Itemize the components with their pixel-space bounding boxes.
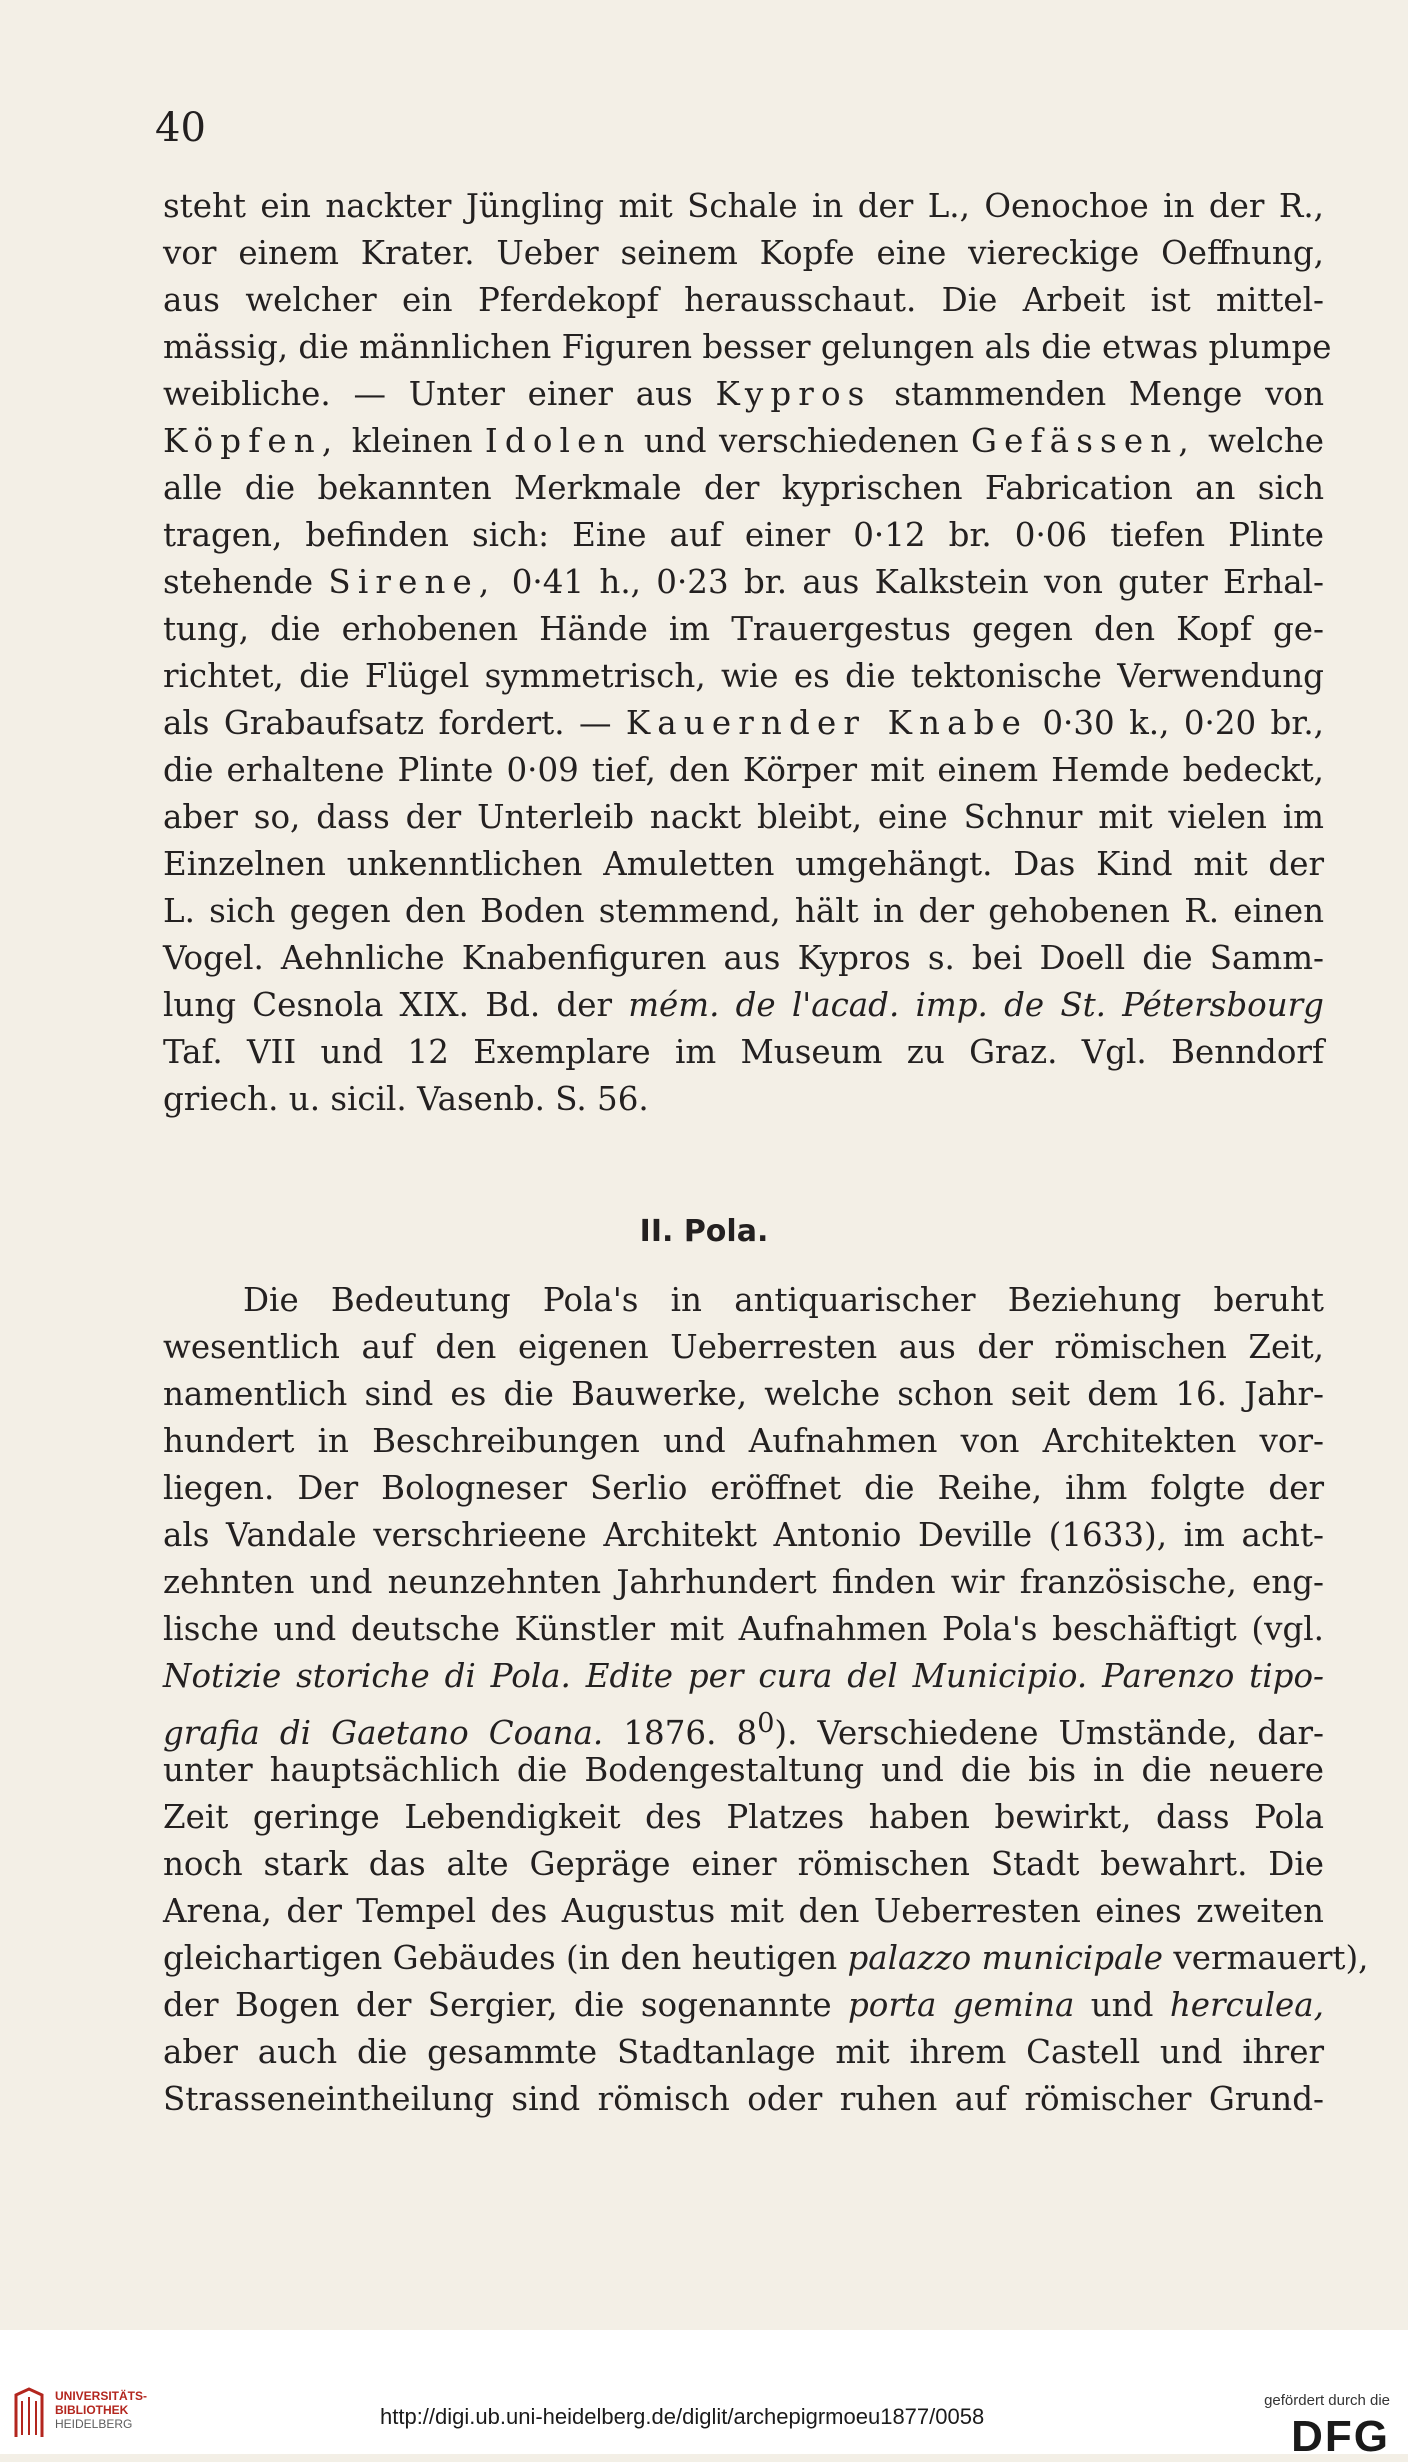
text-line: stehende Sirene, 0·41 h., 0·23 br. aus Kalkstein von guter Erhal- <box>163 563 1325 601</box>
text-line: Notizie storiche di Pola. Edite per cura del Municipio. Parenzo tipo- <box>163 1657 1324 1695</box>
text-line: der Bogen der Sergier, die sogenannte porta gemina und herculea, <box>163 1986 1324 2024</box>
footer-bar <box>0 2330 1408 2461</box>
library-name <box>55 2389 147 2431</box>
library-name-line: BIBLIOTHEK <box>55 2403 129 2417</box>
text-line: zehnten und neunzehnten Jahrhundert finden wir französische, eng- <box>163 1563 1324 1601</box>
text-line: Vogel. Aehnliche Knabenfiguren aus Kypros s. bei Doell die Samm- <box>163 939 1324 977</box>
text-line: weibliche. — Unter einer aus Kypros stammenden Menge von <box>163 375 1325 413</box>
paragraph-pola <box>163 1277 1369 2123</box>
paragraph-continuation <box>163 183 1332 1123</box>
text-line: aus welcher ein Pferdekopf herausschaut. Die Arbeit ist mittel- <box>163 281 1324 319</box>
text-line: noch stark das alte Gepräge einer römischen Stadt bewahrt. Die <box>163 1845 1324 1883</box>
library-logo-icon <box>12 2387 46 2441</box>
text-line: hundert in Beschreibungen und Aufnahmen von Architekten vor- <box>163 1422 1324 1460</box>
text-line: Die Bedeutung Pola's in antiquarischer Beziehung beruht <box>243 1281 1324 1319</box>
page-number: 40 <box>155 105 206 151</box>
text-line: L. sich gegen den Boden stemmend, hält in der gehobenen R. einen <box>163 892 1324 930</box>
text-line: mässig, die männlichen Figuren besser gelungen als die etwas plumpe <box>163 328 1332 366</box>
text-line: Einzelnen unkenntlichen Amuletten umgehängt. Das Kind mit der <box>163 845 1324 883</box>
text-line: tung, die erhobenen Hände im Trauergestus gegen den Kopf ge- <box>163 610 1324 648</box>
text-line: gleichartigen Gebäudes (in den heutigen palazzo municipale vermauert), <box>163 1939 1369 1977</box>
text-line: richtet, die Flügel symmetrisch, wie es die tektonische Verwendung <box>163 657 1324 695</box>
text-line: Arena, der Tempel des Augustus mit den Ueberresten eines zweiten <box>163 1892 1324 1930</box>
text-line: lische und deutsche Künstler mit Aufnahmen Pola's beschäftigt (vgl. <box>163 1610 1324 1648</box>
text-line: Köpfen, kleinen Idolen und verschiedenen Gefässen, welche <box>163 422 1324 460</box>
permalink[interactable]: http://digi.ub.uni-heidelberg.de/diglit/archepigrmoeu1877/0058 <box>380 2404 985 2429</box>
section-heading: II. Pola. <box>639 1214 769 1249</box>
funding-note: gefördert durch die <box>1264 2392 1390 2409</box>
text-line: wesentlich auf den eigenen Ueberresten aus der römischen Zeit, <box>163 1328 1324 1366</box>
dfg-logo: DFG <box>1291 2412 1390 2461</box>
text-line: Zeit geringe Lebendigkeit des Platzes haben bewirkt, dass Pola <box>163 1798 1324 1836</box>
text-line: Taf. VII und 12 Exemplare im Museum zu Graz. Vgl. Benndorf <box>163 1033 1324 1071</box>
text-line: griech. u. sicil. Vasenb. S. 56. <box>163 1080 649 1118</box>
library-name-line: UNIVERSITÄTS- <box>55 2389 148 2403</box>
text-line: grafia di Gaetano Coana. 1876. $8^0$). Verschiedene Umstände, dar- <box>163 1708 1324 1752</box>
text-line: als Grabaufsatz fordert. — Kauernder Knabe 0·30 k., 0·20 br., <box>163 704 1324 742</box>
text-line: steht ein nackter Jüngling mit Schale in der L., Oenochoe in der R., <box>163 187 1324 225</box>
text-line: aber so, dass der Unterleib nackt bleibt, eine Schnur mit vielen im <box>163 798 1324 836</box>
text-line: als Vandale verschrieene Architekt Antonio Deville (1633), im acht- <box>163 1516 1324 1554</box>
text-line: die erhaltene Plinte 0·09 tief, den Körper mit einem Hemde bedeckt, <box>163 751 1324 789</box>
text-line: namentlich sind es die Bauwerke, welche schon seit dem 16. Jahr- <box>163 1375 1324 1413</box>
text-line: tragen, befinden sich: Eine auf einer 0·12 br. 0·06 tiefen Plinte <box>163 516 1324 554</box>
text-line: aber auch die gesammte Stadtanlage mit ihrem Castell und ihrer <box>163 2033 1324 2071</box>
text-line: liegen. Der Bologneser Serlio eröffnet die Reihe, ihm folgte der <box>163 1469 1324 1507</box>
text-line: unter hauptsächlich die Bodengestaltung und die bis in die neuere <box>163 1751 1324 1789</box>
text-line: alle die bekannten Merkmale der kyprischen Fabrication an sich <box>163 469 1324 507</box>
text-line: Strasseneintheilung sind römisch oder ruhen auf römischer Grund- <box>163 2080 1324 2118</box>
library-name-line: HEIDELBERG <box>55 2417 133 2431</box>
text-line: vor einem Krater. Ueber seinem Kopfe eine viereckige Oeffnung, <box>163 234 1324 272</box>
text-line: lung Cesnola XIX. Bd. der mém. de l'acad. imp. de St. Pétersbourg <box>163 986 1324 1024</box>
